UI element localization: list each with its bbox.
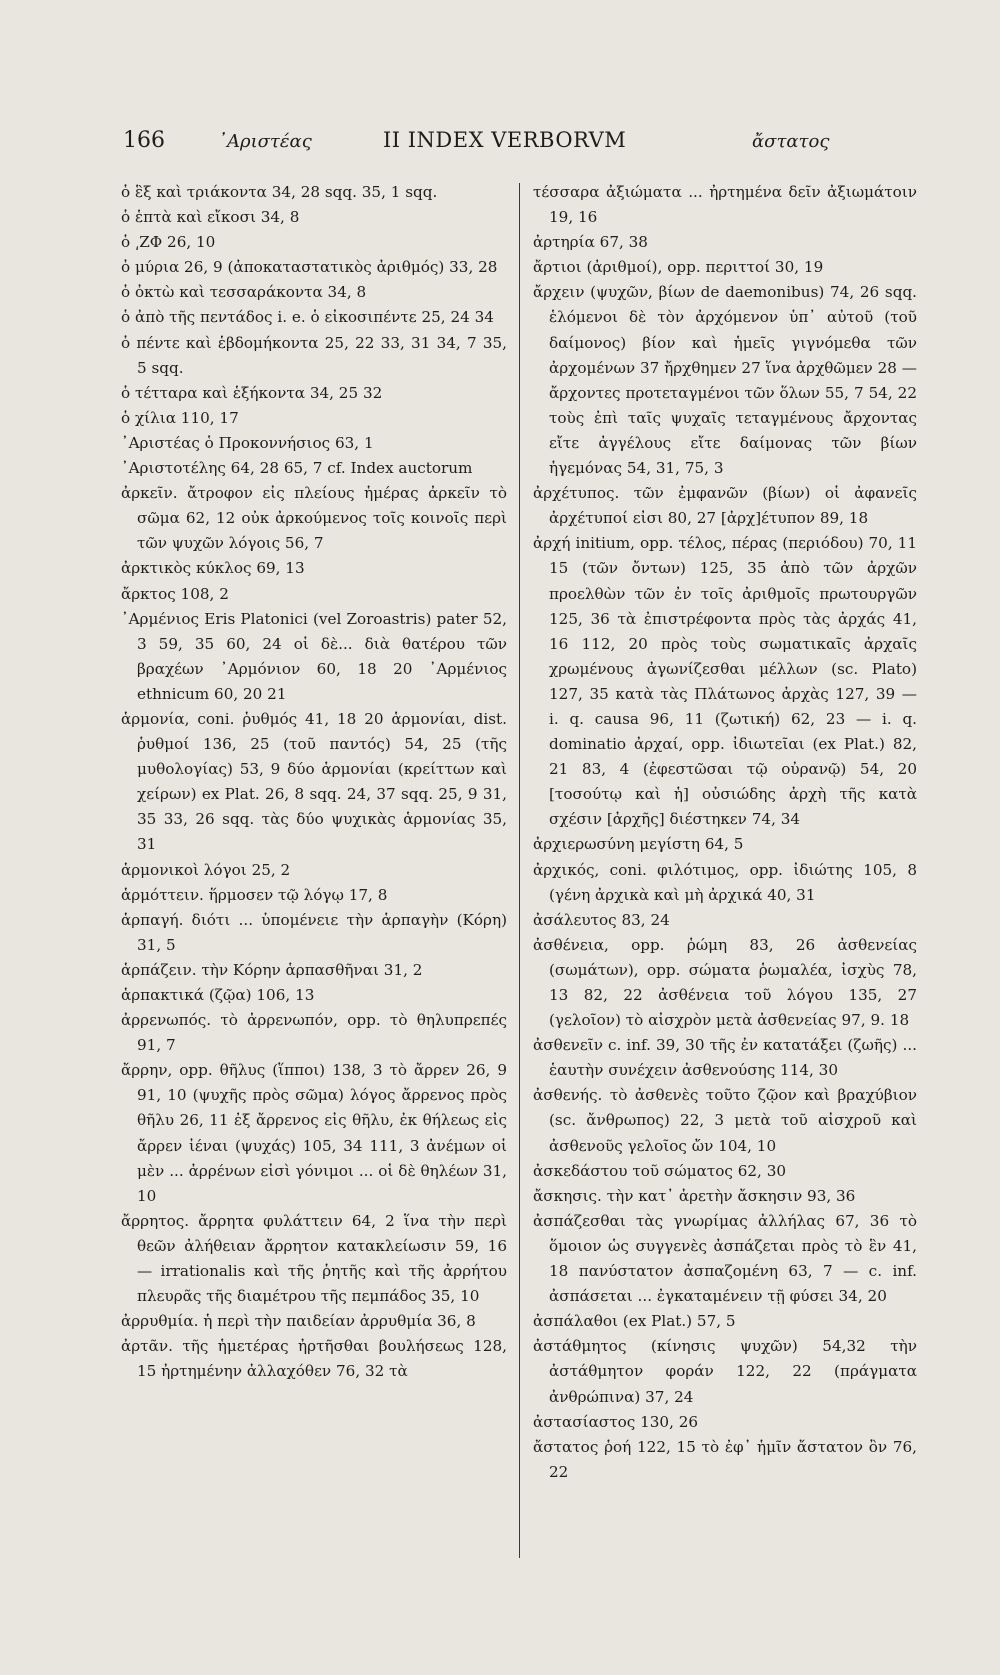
left-running-head: ᾿Αριστέας xyxy=(218,131,312,152)
index-entry: ὁ ͵ΖΦ 26, 10 xyxy=(121,233,216,252)
index-column-right xyxy=(533,180,917,1485)
index-entry: ἄρρην, opp. θῆλυς (ἵπποι) 138, 3 τὸ ἄρρεν 26, 9 91, 10 (ψυχῆς πρὸς σῶμα) λόγος ἄρρενος πρὸς θῆλυ 26, 11 ἐξ ἄρρενος εἰς θῆλυ, ἐκ θήλεως εἰς ἄρρεν ἰέναι (ψυχάς) 105, 34 111, 3 ἀνέμων οἱ μὲν ... ἀρρένων εἰσὶ γόνιμοι ... οἱ δὲ θηλέων 31, 10 xyxy=(121,1061,507,1205)
index-entry: ὁ ἑπτὰ καὶ εἴκοσι 34, 8 xyxy=(121,208,300,227)
index-entry: ἀρκτικὸς κύκλος 69, 13 xyxy=(121,559,305,578)
index-entry: ἀσκεδάστου τοῦ σώματος 62, 30 xyxy=(533,1161,787,1180)
index-entry: ἀρτᾶν. τῆς ἡμετέρας ἠρτῆσθαι βουλήσεως 128, 15 ἠρτημένην ἀλλαχόθεν 76, 32 τὰ xyxy=(121,1337,507,1381)
index-entry: ἄρτιοι (ἀριθμοί), opp. περιττοί 30, 19 xyxy=(533,258,824,277)
index-entry: ἀσθενής. τὸ ἀσθενὲς τοῦτο ζῷον καὶ βραχύβιον (sc. ἄνθρωπος) 22, 3 μετὰ τοῦ αἰσχροῦ καὶ ἀσθενοῦς γελοῖος ὤν 104, 10 xyxy=(533,1086,917,1155)
index-entry: ἁρπαγή. διότι ... ὑπομένειε τὴν ἁρπαγὴν (Κόρη) 31, 5 xyxy=(121,910,507,954)
index-entry: ὁ χίλια 110, 17 xyxy=(121,408,239,427)
index-entry: ἀρρυθμία. ἡ περὶ τὴν παιδείαν ἀρρυθμία 36, 8 xyxy=(121,1312,476,1331)
index-entry: ἀρχικός, coni. φιλότιμος, opp. ἰδιώτης 105, 8 (γένη ἀρχικὰ καὶ μὴ ἀρχικά 40, 31 xyxy=(533,860,917,904)
index-entry: ἀστασίαστος 130, 26 xyxy=(533,1412,699,1431)
index-entry: ᾿Αριστέας ὁ Προκοννήσιος 63, 1 xyxy=(121,433,374,452)
page-number: 166 xyxy=(123,128,165,153)
index-entry: ἀρτηρία 67, 38 xyxy=(533,233,648,252)
index-entry: ἀρχιερωσύνη μεγίστη 64, 5 xyxy=(533,835,744,854)
index-entry: ἁρμόττειν. ἥρμοσεν τῷ λόγῳ 17, 8 xyxy=(121,885,388,904)
index-entry: ἁρμονία, coni. ῥυθμός 41, 18 20 ἁρμονίαι, dist. ῥυθμοί 136, 25 (τοῦ παντός) 54, 25 (τῆς μυθολογίας) 53, 9 δύο ἁρμονίαι (κρείττων καὶ χείρων) ex Plat. 26, 8 sqq. 24, 37 sqq. 25, 9 31, 35 33, 26 sqq. τὰς δύο ψυχικὰς ἁρμονίας 35, 31 xyxy=(121,709,507,854)
index-entry: ἀσάλευτος 83, 24 xyxy=(533,910,670,929)
index-entry: ἄσκησις. τὴν κατ᾿ ἀρετὴν ἄσκησιν 93, 36 xyxy=(533,1186,856,1205)
index-entry: ἀρχή initium, opp. τέλος, πέρας (περιόδου) 70, 11 15 (τῶν ὄντων) 125, 35 ἀπὸ τῶν ἀρχῶν προελθὼν τῶν ἐν τοῖς ἀριθμοῖς πρωτουργῶν 125, 36 τὰ ἐπιστρέφοντα πρὸς τὰς ἀρχάς 41, 16 112, 20 πρὸς τοὺς σωματικαῖς ἀρχαῖς χρωμένους ἀγωνίζεσθαι μέλλων (sc. Plato) 127, 35 κατὰ τὰς Πλάτωνος ἀρχὰς 127, 39 — i. q. causa 96, 11 (ζωτική) 62, 23 — i. q. dominatio ἀρχαί, opp. ἰδιωτεῖαι (ex Plat.) 82, 21 83, 4 (ἐφεστῶσαι τῷ οὐρανῷ) 54, 20 [τοσούτῳ καὶ ἡ] οὐσιώδης ἀρχὴ τῆς κατὰ σχέσιν [ἀρχῆς] διέστηκεν 74, 34 xyxy=(533,534,917,829)
index-entry: ᾿Αριστοτέλης 64, 28 65, 7 cf. Index auctorum xyxy=(121,459,473,478)
index-entry: ᾿Αρμένιος Eris Platonici (vel Zoroastris) pater 52, 3 59, 35 60, 24 οἱ δὲ... διὰ θατέρου τῶν βραχέων ᾿Αρμόνιον 60, 18 20 ᾿Αρμένιος ethnicum 60, 20 21 xyxy=(121,609,507,703)
index-entry: ἄρχειν (ψυχῶν, βίων de daemonibus) 74, 26 sqq. ἑλόμενοι δὲ τὸν ἀρχόμενον ὑπ᾿ αὐτοῦ (τοῦ δαίμονος) βίον καὶ ἡμεῖς γιγνόμεθα τῶν ἀρχομένων 37 ἤρχθημεν 27 ἵνα ἀρχθῶμεν 28 — ἄρχοντες προτεταγμένοι τῶν ὅλων 55, 7 54, 22 τοὺς ἐπὶ ταῖς ψυχαῖς τεταγμένους ἄρχοντας εἴτε ἀγγέλους εἴτε δαίμονας τῶν βίων ἡγεμόνας 54, 31, 75, 3 xyxy=(533,283,917,478)
index-entry: ἀρρενωπός. τὸ ἀρρενωπόν, opp. τὸ θηλυπρεπές 91, 7 xyxy=(121,1011,507,1055)
index-entry: ἀρκεῖν. ἄτροφον εἰς πλείους ἡμέρας ἀρκεῖν τὸ σῶμα 62, 12 οὐκ ἀρκούμενος τοῖς κοινοῖς περὶ τῶν ψυχῶν λόγοις 56, 7 xyxy=(121,484,507,553)
index-entry: ἀσπάζεσθαι τὰς γνωρίμας ἀλλήλας 67, 36 τὸ ὅμοιον ὡς συγγενὲς ἀσπάζεται πρὸς τὸ ἓν 41, 18 πανύστατον ἀσπαζομένη 63, 7 — c. inf. ἀσπάσεται ... ἐγκαταμένειν τῇ φύσει 34, 20 xyxy=(533,1211,917,1306)
index-entry: ὁ τέτταρα καὶ ἑξήκοντα 34, 25 32 xyxy=(121,383,383,402)
index-entry: ὁ πέντε καὶ ἑβδομήκοντα 25, 22 33, 31 34, 7 35, 5 sqq. xyxy=(121,333,507,377)
column-divider xyxy=(519,183,520,1558)
index-entry: ἁρπάζειν. τὴν Κόρην ἁρπασθῆναι 31, 2 xyxy=(121,960,423,979)
index-entry: ὁ μύρια 26, 9 (ἀποκαταστατικὸς ἀριθμός) 33, 28 xyxy=(121,258,498,277)
index-entry: ὁ ὀκτὼ καὶ τεσσαράκοντα 34, 8 xyxy=(121,283,367,302)
right-running-head: ἄστατος xyxy=(752,131,830,152)
section-title: II INDEX VERBORVM xyxy=(383,128,627,152)
index-column-left xyxy=(121,180,507,1385)
index-entry: ἀσθενεῖν c. inf. 39, 30 τῆς ἐν κατατάξει (ζωῆς) ... ἑαυτὴν συνέχειν ἀσθενούσης 114, 30 xyxy=(533,1036,917,1080)
index-entry: ὁ ἀπὸ τῆς πεντάδος i. e. ὁ εἰκοσιπέντε 25, 24 34 xyxy=(121,308,494,327)
index-entry: ἀστάθμητος (κίνησις ψυχῶν) 54,32 τὴν ἀστάθμητον φοράν 122, 22 (πράγματα ἀνθρώπινα) 37, 24 xyxy=(533,1337,917,1406)
index-entry: ἁρμονικοὶ λόγοι 25, 2 xyxy=(121,860,291,879)
index-entry: ἀσπάλαθοι (ex Plat.) 57, 5 xyxy=(533,1312,736,1331)
index-entry: ἁρπακτικά (ζῷα) 106, 13 xyxy=(121,986,315,1004)
index-entry: ἀσθένεια, opp. ῥώμη 83, 26 ἀσθενείας (σωμάτων), opp. σώματα ῥωμαλέα, ἰσχὺς 78, 13 82, 22 ἀσθένεια τοῦ λόγου 135, 27 (γελοῖον) τὸ αἰσχρὸν μετὰ ἀσθενείας 97, 9. 18 xyxy=(533,935,917,1030)
index-entry: ὁ ἓξ καὶ τριάκοντα 34, 28 sqq. 35, 1 sqq. xyxy=(121,183,438,201)
index-entry: ἄστατος ῥοή 122, 15 τὸ ἐφ᾿ ἡμῖν ἄστατον ὂν 76, 22 xyxy=(533,1437,917,1481)
index-entry: ἄρρητος. ἄρρητα φυλάττειν 64, 2 ἵνα τὴν περὶ θεῶν ἀλήθειαν ἄρρητον κατακλείωσιν 59, 16 — irrationalis καὶ τῆς ῥητῆς καὶ τῆς ἀρρήτου πλευρᾶς τῆς διαμέτρου τῆς πεμπάδος 35, 10 xyxy=(121,1211,507,1306)
running-header xyxy=(0,128,1000,158)
index-entry: τέσσαρα ἀξιώματα ... ἠρτημένα δεῖν ἀξιωμάτοιν 19, 16 xyxy=(533,183,917,227)
index-entry: ἀρχέτυπος. τῶν ἐμφανῶν (βίων) οἱ ἀφανεῖς ἀρχέτυποί εἰσι 80, 27 [ἀρχ]έτυπον 89, 18 xyxy=(533,484,917,528)
index-entry: ἄρκτος 108, 2 xyxy=(121,584,229,603)
